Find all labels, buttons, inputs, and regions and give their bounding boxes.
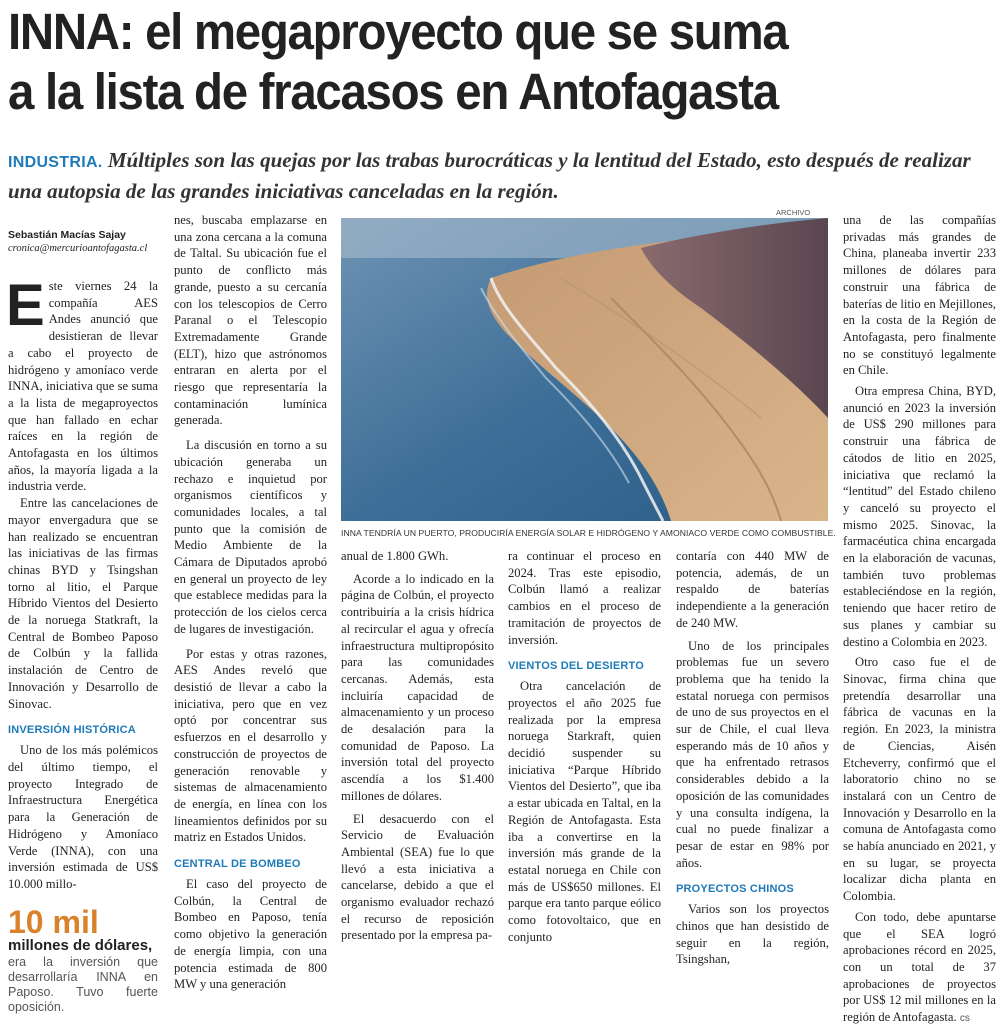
paragraph: Varios son los proyectos chinos que han desistido de seguir en la región, Tsingshan, [676, 902, 829, 967]
column-6 [843, 212, 996, 1028]
headline-line-2: a la lista de fracasos en Antofagasta [8, 63, 778, 120]
paragraph: nes, buscaba emplazarse en una zona cercana a la comuna de Taltal. Su ubicación fue el punto de conflicto más grande, puesto a su cercanía con los telescopios de Cerro Paranal o el Telescopio Extremadamente Grande (ELT), hizo que astrónomos entraran en alerta por el riesgo que representaría la contaminación lumínica generada. [174, 213, 327, 428]
photo-credit: ARCHIVO [776, 208, 811, 217]
subhead-central-de-bombeo: CENTRAL DE BOMBEO [174, 858, 301, 871]
paragraph: Otra cancelación de proyectos el año 2025 fue realizada por la empresa noruega Starkraft, quien decidió suspender su iniciativa “Parque Híbrido Vientos del Desierto”, que iba a estar ubicada en Taltal, en la Región de Antofagasta. Esta iba a convertirse en la inversión más grande de la estatal noruega en Chile con más de US$650 millones. El parque era tanto parque eólico como fotovoltaico, que en conjunto [508, 679, 661, 944]
pull-quote-label: millones de dólares, [8, 936, 153, 954]
deck [8, 146, 998, 206]
paragraph: Uno de los más polémicos del último tiempo, el proyecto Integrado de Infraestructura Energética para la Generación de Hidrógeno y Amoníaco Verde (INNA), con una inversión estimada de US$ 10.000 millo- [8, 743, 158, 891]
byline-name: Sebastián Macías Sajay [8, 229, 126, 241]
paragraph: El desacuerdo con el Servicio de Evaluación Ambiental (SEA) fue lo que llevó a esta iniciativa a cancelarse, debido a que el organismo evaluador rechazó el recurso de reposición presentado por la empresa pa- [341, 811, 494, 943]
section-kicker: INDUSTRIA. [8, 154, 103, 171]
paragraph: Este viernes 24 la compañía AES Andes anunció que desistieran de llevar a cabo el proyecto de hidrógeno y amoníaco verde INNA, iniciativa que se suma a la lista de megaproyectos que han fallado en echar raíces en la región de Antofagasta en los últimos años, la mayoría ligada a la industria verde. [6, 273, 158, 494]
paragraph: Uno de los principales problemas fue un severo problema que ha tenido la estatal noruega con permisos de uno de sus proyectos en el sur de Chile, el cual lleva esperando más de 10 años y que ha enfrentado retrasos considerables debido a la oposición de las comunidades y una consulta indígena, la cual no puede finalizar a pesar de estar en 98% por años. [676, 638, 829, 870]
paragraph: una de las compañías privadas más grandes de China, planeaba invertir 233 millones de dólares para construir una fábrica de baterías de litio en Mejillones, en la costa de la Región de Antofagasta, pero finalmente no se constituyó legalmente en Chile. [843, 213, 996, 378]
coastline-photo [341, 218, 828, 521]
paragraph: Otra empresa China, BYD, anunció en 2023 la inversión de US$ 290 millones para construir una fábrica de cátodos de litio en 2025, iniciativa que reclamó la “lentitud” del Estado chileno y canceló su proyecto el mismo 2025. Sinovac, la farmacéutica china encargada en la elaboración de vacunas, también tuvo problemas estableciéndose en la región, teniendo que hacer retiro de sus planes y cambiar su destino a Colombia en 2023. [843, 384, 996, 649]
paragraph: Otro caso fue el de Sinovac, firma china que pretendía desarrollar una fábrica de vacunas en la región. En 2023, la ministra de Ciencias, Aisén Etcheverry, confirmó que el laboratorio chino no se instalará con un Centro de Innovación y Desarrollo en la comuna de Antofagasta como se había anunciado en 2021, y en su lugar, se proyecta localizar dicha planta en Colombia. [843, 655, 996, 904]
photo-caption: INNA TENDRÍA UN PUERTO, PRODUCIRÍA ENERGÍA SOLAR E HIDRÓGENO Y AMONIACO VERDE COMO COMBUSTIBLE. [341, 528, 836, 538]
subhead-inversion-historica: INVERSIÓN HISTÓRICA [8, 724, 136, 737]
headline [8, 2, 929, 122]
paragraph: Con todo, debe apuntarse que el SEA logró aprobaciones récord en 2025, con un total de 37 aprobaciones de proyectos por US$ 12 mil millones en la región de Antofagasta. cs [843, 909, 996, 1025]
paragraph: Por estas y otras razones, AES Andes reveló que desistió de llevar a cabo la iniciativa, pero que en vez optó por concentrar sus esfuerzos en el desarrollo y construcción de proyectos de generación renovable y sistemas de almacenamiento de energía, en línea con los lineamientos definidos por su matriz en Estados Unidos. [174, 646, 327, 845]
column-1 [8, 228, 158, 1015]
paragraph: Entre las cancelaciones de mayor envergadura que se han realizado se encuentran las iniciativas de las firmas chinas BYD y Tsingshan torno al litio, el Parque Híbrido Vientos del Desierto de la noruega Statkraft, la Central de Bombeo Paposo de Colbún y la fallida instalación de Centro de Innovación y Desarrollo de Sinovac. [8, 496, 158, 711]
paragraph: anual de 1.800 GWh. [341, 549, 449, 563]
headline-line-1: INNA: el megaproyecto que se suma [8, 3, 788, 60]
column-2 [174, 212, 327, 993]
drop-cap: E [6, 273, 45, 338]
end-mark-icon: cs [959, 1013, 970, 1025]
column-3 [341, 548, 494, 944]
paragraph: Acorde a lo indicado en la página de Colbún, el proyecto contribuiría a la crisis hídrica al recircular el agua y ofrecía infraestructura multipropósito para las comunidades cercanas. Además, esta incluiría capacidad de almacenamiento y un proceso de desalación para la comunidad de Paposo. La inversión total del proyecto ascendía a los $1.400 millones de dólares. [341, 571, 494, 803]
subhead-proyectos-chinos: PROYECTOS CHINOS [676, 883, 794, 896]
byline-email: cronica@mercurioantofagasta.cl [8, 243, 148, 254]
pull-quote-number: 10 mil [8, 903, 99, 940]
paragraph: El caso del proyecto de Colbún, la Central de Bombeo en Paposo, tenía como objetivo la generación de energía limpia, con una potencia estimada de 800 MW y una generación [174, 877, 327, 992]
paragraph: La discusión en torno a su ubicación generaba un rechazo e inquietud por organismos científicos y comunidades locales, a tal punto que la comisión de Medio Ambiente de la Cámara de Diputados aprobó en general un proyecto de ley que establece medidas para la protección de los cielos cerca de lugares de investigación. [174, 438, 327, 636]
column-5 [676, 548, 829, 968]
subhead-vientos-del-desierto: VIENTOS DEL DESIERTO [508, 660, 645, 673]
paragraph: contaría con 440 MW de potencia, además, de un respaldo de baterías independiente a la generación de 240 MW. [676, 549, 829, 630]
coastline-aerial-image [341, 218, 828, 521]
paragraph: ra continuar el proceso en 2024. Tras este episodio, Colbún llamó a realizar cambios en el proceso de tramitación de proyectos de inversión. [508, 549, 661, 647]
column-4 [508, 548, 661, 945]
deck-text: Múltiples son las quejas por las trabas burocráticas y la lentitud del Estado, esto después de realizar una autopsia de las grandes iniciativas canceladas en la región. [8, 148, 971, 203]
pull-quote-description: era la inversión que desarrollaría INNA en Paposo. Tuvo fuerte oposición. [8, 954, 158, 1014]
